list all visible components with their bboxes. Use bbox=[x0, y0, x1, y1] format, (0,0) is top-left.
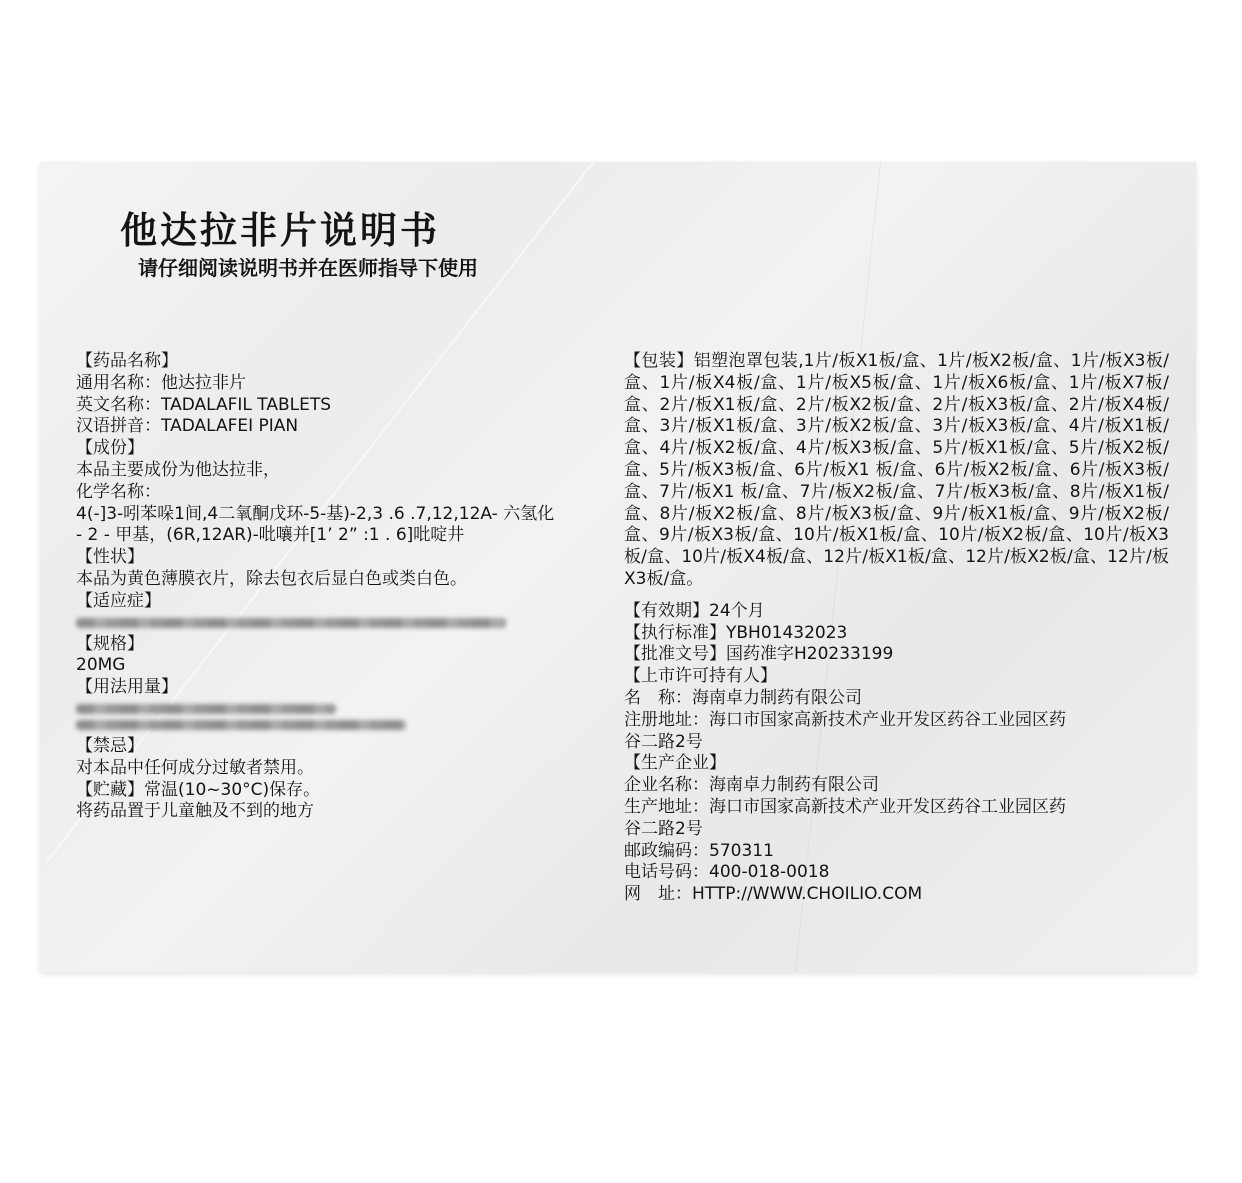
phone-number: 电话号码：400-018-0018 bbox=[624, 862, 830, 883]
properties-header: 【性状】 bbox=[76, 547, 144, 568]
blurred-dosage-text bbox=[76, 720, 406, 730]
spec-header: 【规格】 bbox=[76, 633, 144, 654]
generic-name: 通用名称：他达拉非片 bbox=[76, 372, 246, 393]
manufacturer-address: 谷二路2号 bbox=[624, 818, 703, 839]
storage-note: 将药品置于儿童触及不到的地方 bbox=[76, 801, 314, 822]
ingredients-main: 本品主要成份为他达拉非， bbox=[76, 459, 280, 480]
approval-number: 【批准文号】国药准字H20233199 bbox=[624, 644, 894, 665]
ingredients-header: 【成份】 bbox=[76, 438, 144, 459]
website: 网 址：HTTP://WWW.CHOILIO.COM bbox=[624, 884, 923, 905]
drug-name-header: 【药品名称】 bbox=[76, 351, 178, 371]
postcode: 邮政编码：570311 bbox=[624, 840, 774, 861]
storage-line: 【贮藏】常温(10~30°C)保存。 bbox=[76, 779, 321, 800]
chemical-name-line: - 2 - 甲基，(6R,12AR)-吡嚷并[1’ 2” :1 . 6]吡啶井 bbox=[76, 525, 465, 546]
blurred-dosage-text bbox=[76, 704, 336, 714]
blurred-indications-text bbox=[76, 618, 506, 628]
mah-address: 注册地址：海口市国家高新技术产业开发区药谷工业园区药 bbox=[624, 709, 1066, 730]
validity: 【有效期】24个月 bbox=[624, 600, 765, 621]
dosage-header: 【用法用量】 bbox=[76, 677, 178, 698]
right-column bbox=[624, 351, 1169, 906]
packaging-text: 【包装】铝塑泡罩包装,1片/板X1板/盒、1片/板X2板/盒、1片/板X3板/盒、1片/板X4板/盒、1片/板X5板/盒、1片/板X6板/盒、1片/板X7板/盒、2片/板X1板/盒、2片/板X2板/盒、2片/板X3板/盒、2片/板X4板/盒、3片/板X1板/盒、3片/板X2板/盒、3片/板X3板/盒、4片/板X1板/盒、4片/板X2板/盒、4片/板X3板/盒、5片/板X1板/盒、5片/板X2板/盒、5片/板X3板/盒、6片/板X1 板/盒、6片/板X2板/盒、6片/板X3板/盒、7片/板X1 板/盒、7片/板X2板/盒、7片/板X3板/盒、8片/板X1板/盒、8片/板X2板/盒、8片/板X3板/盒、9片/板X1板/盒、9片/板X2板/盒、9片/板X3板/盒、10片/板X1板/盒、10片/板X2板/盒、10片/板X3板/盒、10片/板X4板/盒、12片/板X1板/盒、12片/板X2板/盒、12片/板X3板/盒。 bbox=[624, 351, 1169, 589]
mah-address: 谷二路2号 bbox=[624, 731, 703, 752]
manufacturer-address: 生产地址：海口市国家高新技术产业开发区药谷工业园区药 bbox=[624, 796, 1066, 817]
pinyin-name: 汉语拼音：TADALAFEI PIAN bbox=[76, 416, 299, 437]
indications-header: 【适应症】 bbox=[76, 590, 161, 611]
mah-name: 名 称：海南卓力制药有限公司 bbox=[624, 687, 862, 708]
chemical-name-label: 化学名称： bbox=[76, 481, 161, 502]
manufacturer-header: 【生产企业】 bbox=[624, 753, 726, 774]
properties-text: 本品为黄色薄膜衣片，除去包衣后显白色或类白色。 bbox=[76, 568, 467, 589]
execution-standard: 【执行标准】YBH01432023 bbox=[624, 622, 848, 643]
mah-header: 【上市许可持有人】 bbox=[624, 666, 777, 687]
spec-value: 20MG bbox=[76, 655, 126, 676]
manufacturer-name: 企业名称：海南卓力制药有限公司 bbox=[624, 775, 879, 796]
document-subtitle: 请仔细阅读说明书并在医师指导下使用 bbox=[138, 256, 478, 280]
chemical-name-line: 4(-]3-吲苯哚1间,4二氧酮戊环-5-基)-2,3 .6 .7,12,12A- 六氢化 bbox=[76, 503, 555, 524]
contraindications-header: 【禁忌】 bbox=[76, 735, 144, 756]
document-title: 他达拉非片说明书 bbox=[120, 209, 440, 252]
contraindications-text: 对本品中任何成分过敏者禁用。 bbox=[76, 757, 314, 778]
left-column bbox=[76, 351, 596, 823]
english-name: 英文名称：TADALAFIL TABLETS bbox=[76, 394, 332, 415]
